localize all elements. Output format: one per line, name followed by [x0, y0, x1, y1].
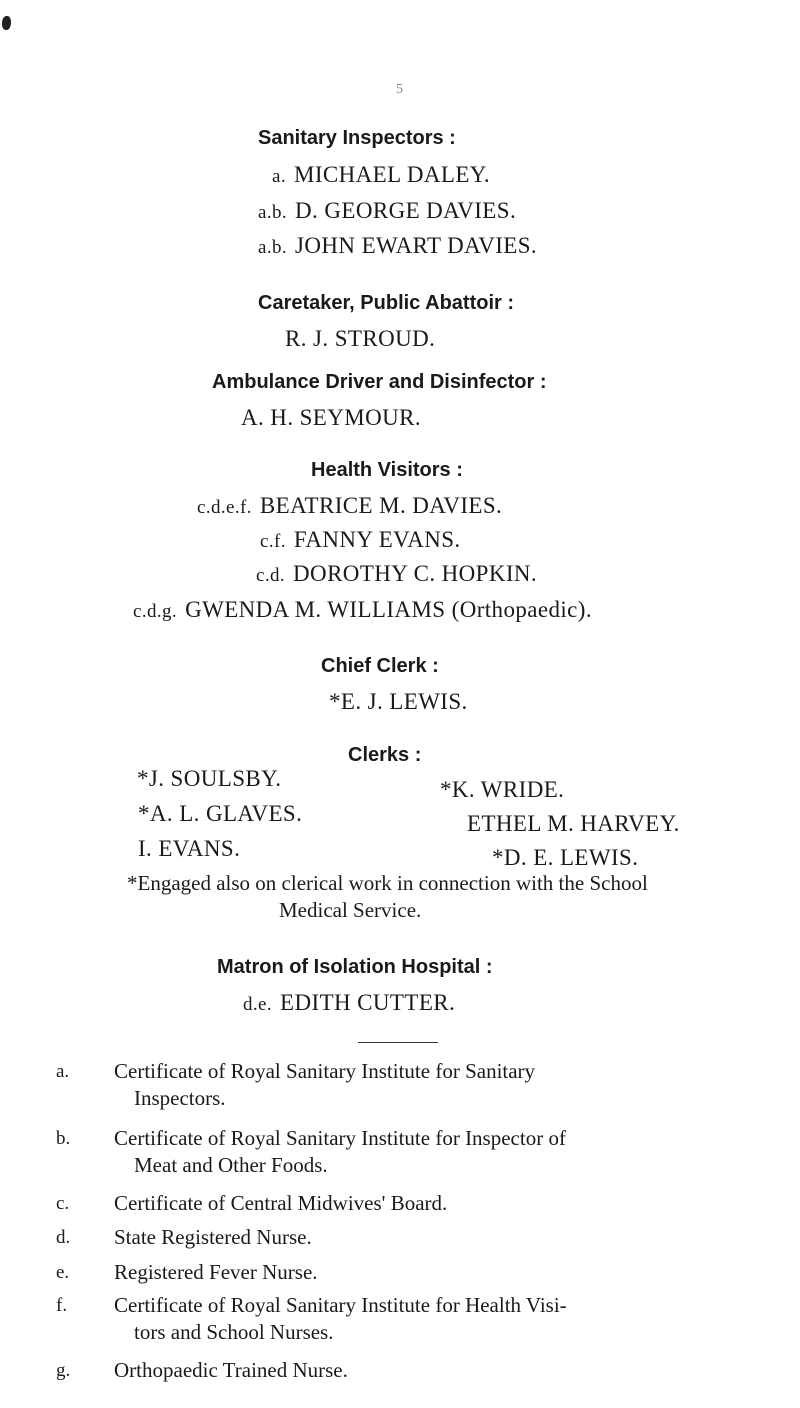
- note-text: State Registered Nurse.: [114, 1225, 312, 1249]
- clerk-name: *A. L. GLAVES.: [138, 801, 303, 826]
- ink-blot: [2, 16, 11, 30]
- staff-name: D. GEORGE DAVIES.: [295, 198, 517, 223]
- clerks-footnote-continued: Medical Service.: [279, 898, 422, 922]
- staff-entry: [258, 198, 516, 224]
- qualification-note: [56, 1190, 796, 1218]
- matron-heading: Matron of Isolation Hospital :: [217, 956, 493, 978]
- clerk-name: *J. SOULSBY.: [137, 766, 282, 791]
- staff-entry: [256, 561, 537, 587]
- note-text: Orthopaedic Trained Nurse.: [114, 1358, 348, 1382]
- staff-name: GWENDA M. WILLIAMS (Orthopaedic).: [185, 597, 592, 622]
- staff-entry: [133, 597, 592, 623]
- sanitary-inspectors-heading: Sanitary Inspectors :: [258, 127, 456, 149]
- clerk-name: *D. E. LEWIS.: [492, 845, 639, 870]
- qualification-note: [56, 1292, 796, 1348]
- qualification-code: c.d.e.f.: [197, 497, 252, 518]
- qualification-note: [56, 1259, 796, 1287]
- chief-clerk-heading: Chief Clerk :: [321, 655, 439, 677]
- page-number: 5: [396, 82, 403, 97]
- staff-name: JOHN EWART DAVIES.: [295, 233, 538, 258]
- clerk-name: *K. WRIDE.: [440, 777, 565, 802]
- qualification-note: [56, 1125, 796, 1181]
- clerk-name: I. EVANS.: [138, 836, 241, 861]
- clerks-footnote: *Engaged also on clerical work in connection with the School: [127, 871, 648, 895]
- divider: [358, 1042, 438, 1043]
- note-label: b.: [56, 1128, 71, 1149]
- note-text-continued: tors and School Nurses.: [134, 1320, 334, 1344]
- qualification-code: a.b.: [258, 202, 288, 223]
- ambulance-heading: Ambulance Driver and Disinfector :: [212, 371, 547, 393]
- note-label: c.: [56, 1193, 70, 1214]
- note-label: e.: [56, 1262, 70, 1283]
- qualification-note: [56, 1357, 796, 1385]
- note-label: g.: [56, 1360, 71, 1381]
- note-label: d.: [56, 1227, 71, 1248]
- note-text: Certificate of Central Midwives' Board.: [114, 1191, 448, 1215]
- qualification-note: [56, 1058, 796, 1114]
- staff-entry: [243, 990, 455, 1016]
- staff-entry: [258, 233, 537, 259]
- ambulance-name: A. H. SEYMOUR.: [241, 405, 422, 430]
- clerks-heading: Clerks :: [348, 744, 422, 766]
- caretaker-heading: Caretaker, Public Abattoir :: [258, 292, 514, 314]
- note-text: Registered Fever Nurse.: [114, 1260, 318, 1284]
- note-text-continued: Inspectors.: [134, 1086, 226, 1110]
- staff-name: DOROTHY C. HOPKIN.: [293, 561, 538, 586]
- staff-entry: [260, 527, 461, 553]
- note-text-continued: Meat and Other Foods.: [134, 1153, 328, 1177]
- staff-entry: [272, 162, 490, 188]
- qualification-code: a.b.: [258, 237, 288, 258]
- staff-name: EDITH CUTTER.: [280, 990, 456, 1015]
- caretaker-name: R. J. STROUD.: [285, 326, 436, 351]
- note-label: f.: [56, 1295, 68, 1316]
- qualification-note: [56, 1224, 796, 1252]
- staff-entry: [197, 493, 502, 519]
- note-label: a.: [56, 1061, 70, 1082]
- note-text: Certificate of Royal Sanitary Institute for Sanitary: [114, 1059, 536, 1083]
- staff-name: BEATRICE M. DAVIES.: [259, 493, 503, 518]
- qualification-code: d.e.: [243, 994, 273, 1015]
- health-visitors-heading: Health Visitors :: [311, 459, 463, 481]
- staff-name: FANNY EVANS.: [293, 527, 461, 552]
- note-text: Certificate of Royal Sanitary Institute for Inspector of: [114, 1126, 566, 1150]
- qualification-code: a.: [272, 166, 286, 187]
- chief-clerk-name: *E. J. LEWIS.: [329, 689, 468, 714]
- qualification-code: c.f.: [260, 531, 286, 552]
- note-text: Certificate of Royal Sanitary Institute for Health Visi-: [114, 1293, 567, 1317]
- qualification-code: c.d.: [256, 565, 286, 586]
- staff-name: MICHAEL DALEY.: [293, 162, 490, 187]
- qualification-code: c.d.g.: [133, 601, 178, 622]
- clerk-name: ETHEL M. HARVEY.: [467, 811, 680, 836]
